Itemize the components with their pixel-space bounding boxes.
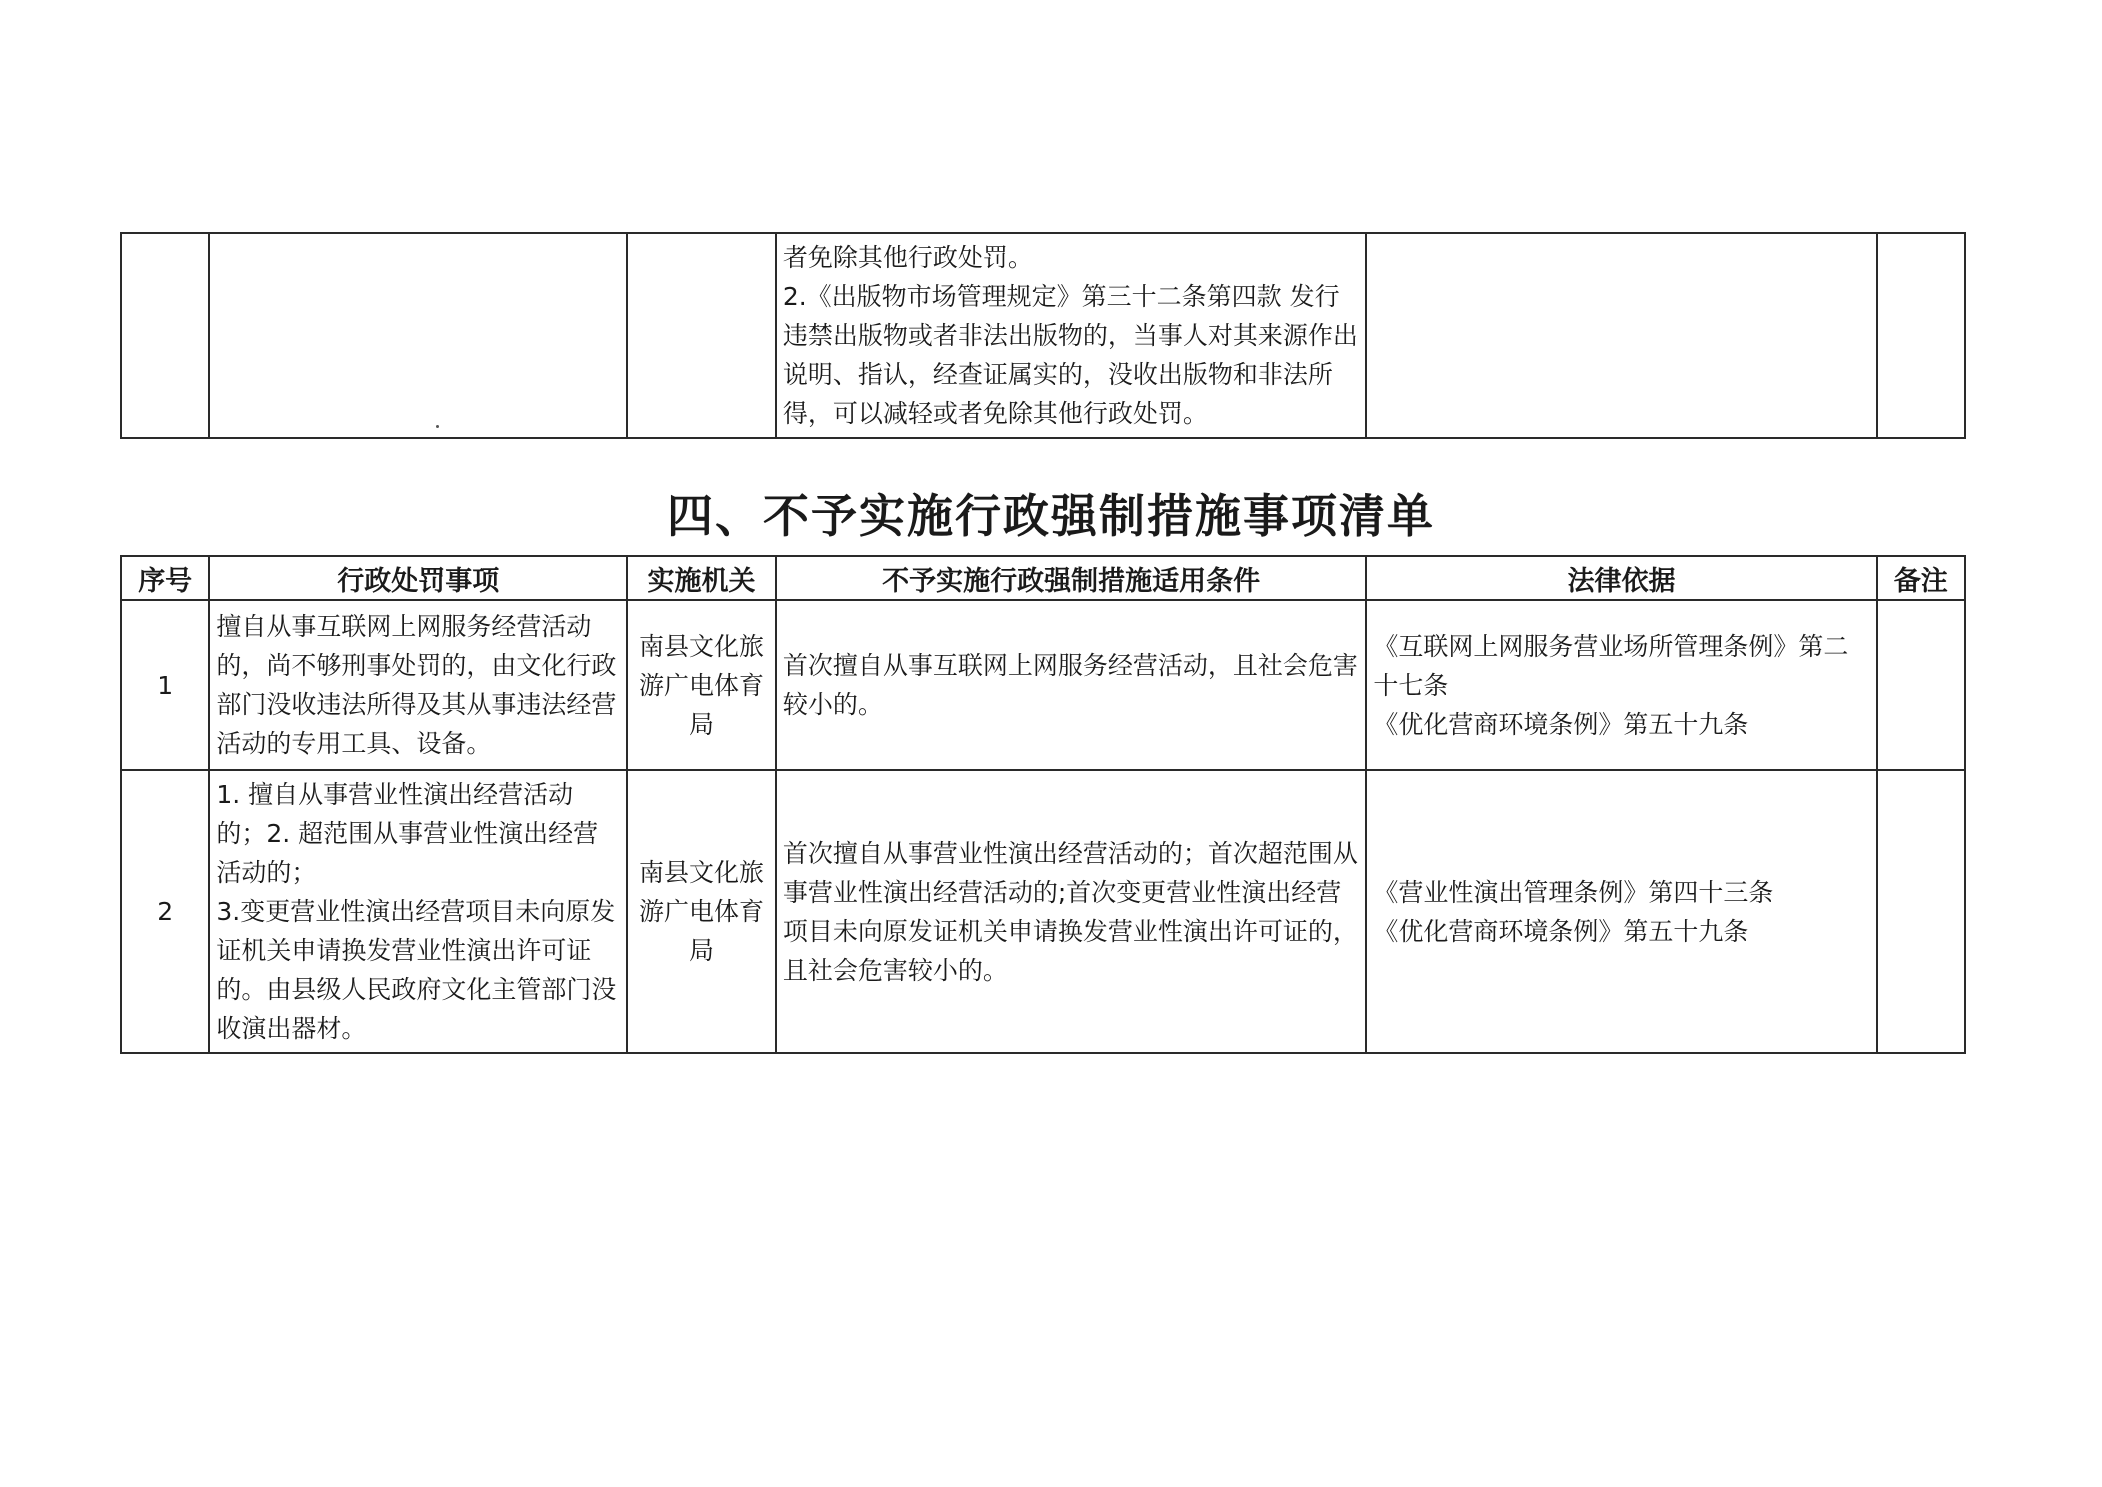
row-seq: 1	[121, 600, 209, 770]
continuation-agency-cell	[627, 233, 776, 438]
header-seq: 序号	[121, 556, 209, 600]
scan-speck	[436, 425, 439, 428]
header-agency: 实施机关	[627, 556, 776, 600]
row-basis	[1366, 770, 1876, 1053]
continuation-remark-cell	[1877, 233, 1965, 438]
header-condition: 不予实施行政强制措施适用条件	[776, 556, 1367, 600]
header-basis: 法律依据	[1366, 556, 1876, 600]
measures-table	[120, 555, 1966, 1054]
section-title: 四、不予实施行政强制措施事项清单	[667, 489, 1435, 543]
table-row	[121, 600, 1965, 770]
row-agency: 南县文化旅游广电体育局	[627, 770, 776, 1053]
basis-line: 《营业性演出管理条例》第四十三条	[1373, 877, 1774, 907]
item-line: 1. 擅自从事营业性演出经营活动的；2. 超范围从事营业性演出经营活动的；	[216, 780, 599, 887]
row-remark	[1877, 770, 1965, 1053]
continuation-condition-cell	[776, 233, 1367, 438]
continuation-seq-cell	[121, 233, 209, 438]
row-agency: 南县文化旅游广电体育局	[627, 600, 776, 770]
continuation-table	[120, 232, 1966, 439]
row-basis	[1366, 600, 1876, 770]
row-condition: 首次擅自从事互联网上网服务经营活动，且社会危害较小的。	[776, 600, 1367, 770]
continuation-text: 者免除其他行政处罚。	[782, 243, 1033, 272]
row-condition: 首次擅自从事营业性演出经营活动的；首次超范围从事营业性演出经营活动的;首次变更营业性演出经营项目未向原发证机关申请换发营业性演出许可证的，且社会危害较小的。	[776, 770, 1367, 1053]
basis-line: 《优化营商环境条例》第五十九条	[1373, 916, 1749, 946]
row-remark	[1877, 600, 1965, 770]
item-line: 3.变更营业性演出经营项目未向原发证机关申请换发营业性演出许可证的。由县级人民政府文化主管部门没收演出器材。	[216, 897, 617, 1043]
header-item: 行政处罚事项	[209, 556, 627, 600]
table-header-row	[121, 556, 1965, 600]
basis-line: 《优化营商环境条例》第五十九条	[1373, 709, 1749, 739]
basis-line: 《互联网上网服务营业场所管理条例》第二十七条	[1373, 631, 1849, 700]
row-item	[209, 770, 627, 1053]
header-remark: 备注	[1877, 556, 1965, 600]
continuation-basis-cell	[1366, 233, 1876, 438]
row-seq: 2	[121, 770, 209, 1053]
continuation-text: 2.《出版物市场管理规定》第三十二条第四款 发行违禁出版物或者非法出版物的，当事人对其来源作出说明、指认，经查证属实的，没收出版物和非法所得，可以减轻或者免除其他行政处罚。	[782, 282, 1358, 428]
continuation-item-cell	[209, 233, 627, 438]
table-row	[121, 770, 1965, 1053]
table-row	[121, 233, 1965, 438]
row-item: 擅自从事互联网上网服务经营活动的，尚不够刑事处罚的，由文化行政部门没收违法所得及其从事违法经营活动的专用工具、设备。	[209, 600, 627, 770]
